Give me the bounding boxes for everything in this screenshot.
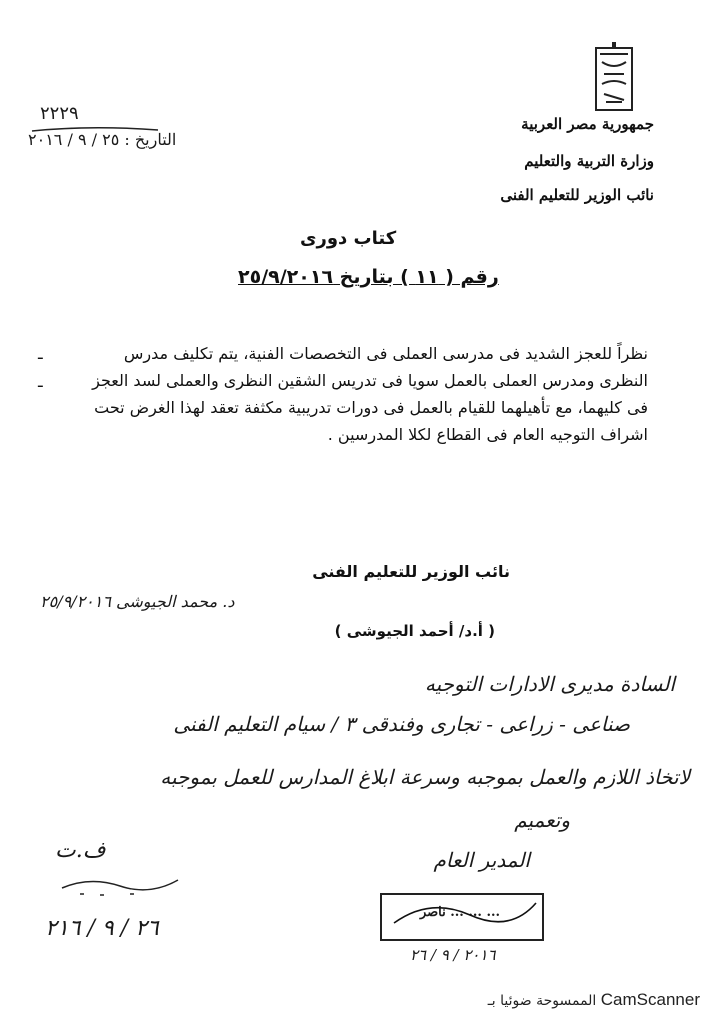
note-line-3: لاتخاذ اللازم والعمل بموجبه وسرعة ابلاغ المدارس للعمل بموجبه bbox=[160, 765, 690, 789]
margin-dash: ـ bbox=[38, 372, 43, 391]
letter-body: نظراً للعجز الشديد فى مدرسى العملى فى التخصصات الفنية، يتم تكليف مدرس النظرى ومدرس العملى بالعمل سويا فى تدريس الشقين النظرى والعملى لسد العجز فى كليهما، مع تأهيلهما للقيام بالعمل فى دورات تدريبية مكثفة تعقد لهذا الغرض تحت اشراف التوجيه العام فى القطاع لكلا المدرسين . bbox=[92, 344, 648, 444]
stamp-date: ٢٠١٦ / ٩ / ٢٦ bbox=[410, 946, 496, 964]
stamp-scribble bbox=[390, 893, 540, 937]
left-scribble bbox=[60, 868, 180, 898]
director-general-label: المدير العام bbox=[433, 848, 530, 872]
reference-number: ٢٢٢٩ bbox=[40, 103, 79, 124]
camscanner-footer bbox=[488, 990, 700, 1010]
handwritten-signature: د. محمد الجيوشى ٢٥/٩/٢٠١٦ bbox=[40, 592, 235, 611]
letter-title: كتاب دورى bbox=[300, 228, 397, 249]
header-republic: جمهورية مصر العربية bbox=[521, 115, 654, 133]
margin-dash: ـ bbox=[38, 344, 43, 363]
footer-brand: CamScanner bbox=[600, 990, 700, 1009]
letter-number-line: رقم ( ١١ ) بتاريخ ٢٥/٩/٢٠١٦ bbox=[238, 266, 499, 288]
left-date: ٢٦ / ٩ / ٢١٦ bbox=[45, 916, 159, 941]
note-line-1: السادة مديرى الادارات التوجيه bbox=[424, 672, 675, 696]
signature-title: نائب الوزير للتعليم الفنى bbox=[312, 562, 510, 581]
note-line-2: صناعى - زراعى - تجارى وفندقى ٣ / سيام التعليم الفنى bbox=[173, 712, 630, 736]
signatory-name: ( أ.د/ أحمد الجيوشى ) bbox=[334, 622, 495, 640]
header-ministry: وزارة التربية والتعليم bbox=[524, 152, 654, 170]
ministry-emblem-icon bbox=[590, 40, 640, 120]
note-line-4: وتعميم bbox=[514, 808, 570, 832]
header-deputy-minister: نائب الوزير للتعليم الفنى bbox=[500, 186, 654, 204]
stamp-text: ناصر ... ... ... bbox=[419, 905, 501, 920]
left-initials: ف.ت bbox=[55, 838, 106, 863]
letter-date: التاريخ : ٢٥ / ٩ / ٢٠١٦ bbox=[28, 130, 177, 149]
footer-arabic: الممسوحة ضوئيا بـ bbox=[487, 993, 597, 1009]
